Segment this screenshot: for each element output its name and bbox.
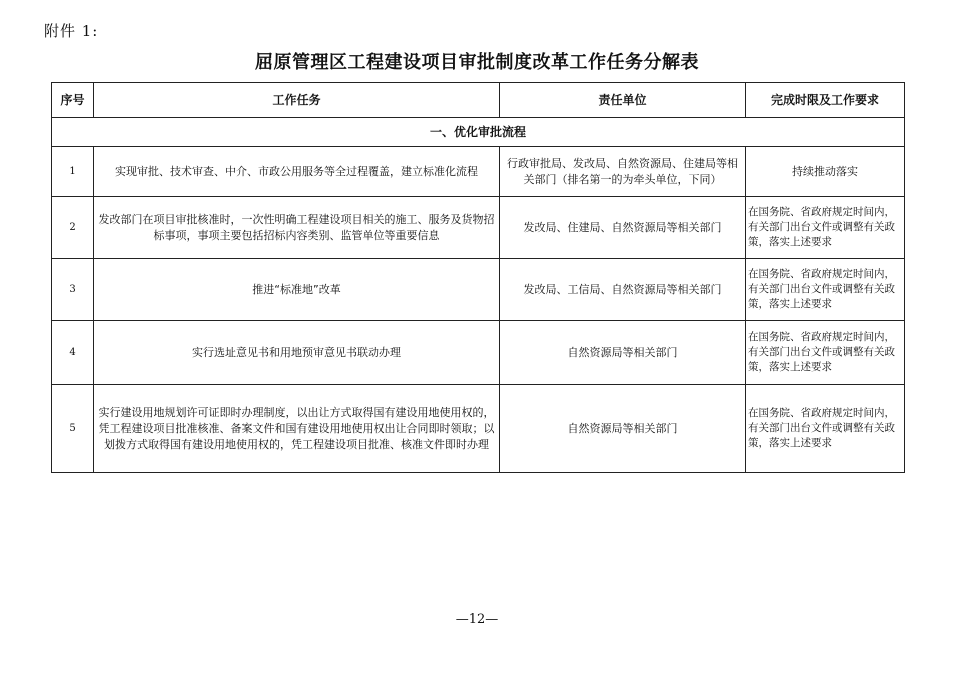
- header-unit: 责任单位: [500, 83, 746, 118]
- table-row: [52, 321, 905, 385]
- row-task: 实行建设用地规划许可证即时办理制度，以出让方式取得国有建设用地使用权的，凭工程建设项目批准核准、备案文件和国有建设用地使用权出让合同即时领取；以划拨方式取得国有建设用地使用权的，凭工程建设项目批准、核准文件即时办理: [94, 385, 500, 473]
- table-row: [52, 147, 905, 197]
- row-task: 实行选址意见书和用地预审意见书联动办理: [94, 321, 500, 385]
- row-no: 3: [52, 259, 94, 321]
- row-task: 发改部门在项目审批核准时，一次性明确工程建设项目相关的施工、服务及货物招标事项，事项主要包括招标内容类别、监管单位等重要信息: [94, 197, 500, 259]
- row-unit: 发改局、住建局、自然资源局等相关部门: [500, 197, 746, 259]
- header-requirement: 完成时限及工作要求: [746, 83, 905, 118]
- row-no: 2: [52, 197, 94, 259]
- header-task: 工作任务: [94, 83, 500, 118]
- row-unit: 发改局、工信局、自然资源局等相关部门: [500, 259, 746, 321]
- table-header-row: [52, 83, 905, 118]
- row-requirement: 在国务院、省政府规定时间内，有关部门出台文件或调整有关政策，落实上述要求: [746, 197, 905, 259]
- row-unit: 自然资源局等相关部门: [500, 321, 746, 385]
- table-row: [52, 197, 905, 259]
- row-task: 实现审批、技术审查、中介、市政公用服务等全过程覆盖，建立标准化流程: [94, 147, 500, 197]
- row-no: 5: [52, 385, 94, 473]
- row-unit: 行政审批局、发改局、自然资源局、住建局等相关部门（排名第一的为牵头单位，下同）: [500, 147, 746, 197]
- table-row: [52, 259, 905, 321]
- section-title: 一、优化审批流程: [52, 118, 905, 147]
- row-task: 推进“标准地”改革: [94, 259, 500, 321]
- row-requirement: 持续推动落实: [746, 147, 905, 197]
- section-row: [52, 118, 905, 147]
- page-number: —12—: [455, 612, 499, 627]
- document-title: 屈原管理区工程建设项目审批制度改革工作任务分解表: [255, 52, 699, 73]
- row-requirement: 在国务院、省政府规定时间内，有关部门出台文件或调整有关政策，落实上述要求: [746, 385, 905, 473]
- row-requirement: 在国务院、省政府规定时间内，有关部门出台文件或调整有关政策，落实上述要求: [746, 259, 905, 321]
- attachment-label: 附件 1:: [44, 22, 99, 40]
- header-no: 序号: [52, 83, 94, 118]
- task-table: [51, 82, 905, 473]
- row-no: 1: [52, 147, 94, 197]
- row-no: 4: [52, 321, 94, 385]
- table-row: [52, 385, 905, 473]
- row-requirement: 在国务院、省政府规定时间内，有关部门出台文件或调整有关政策，落实上述要求: [746, 321, 905, 385]
- row-unit: 自然资源局等相关部门: [500, 385, 746, 473]
